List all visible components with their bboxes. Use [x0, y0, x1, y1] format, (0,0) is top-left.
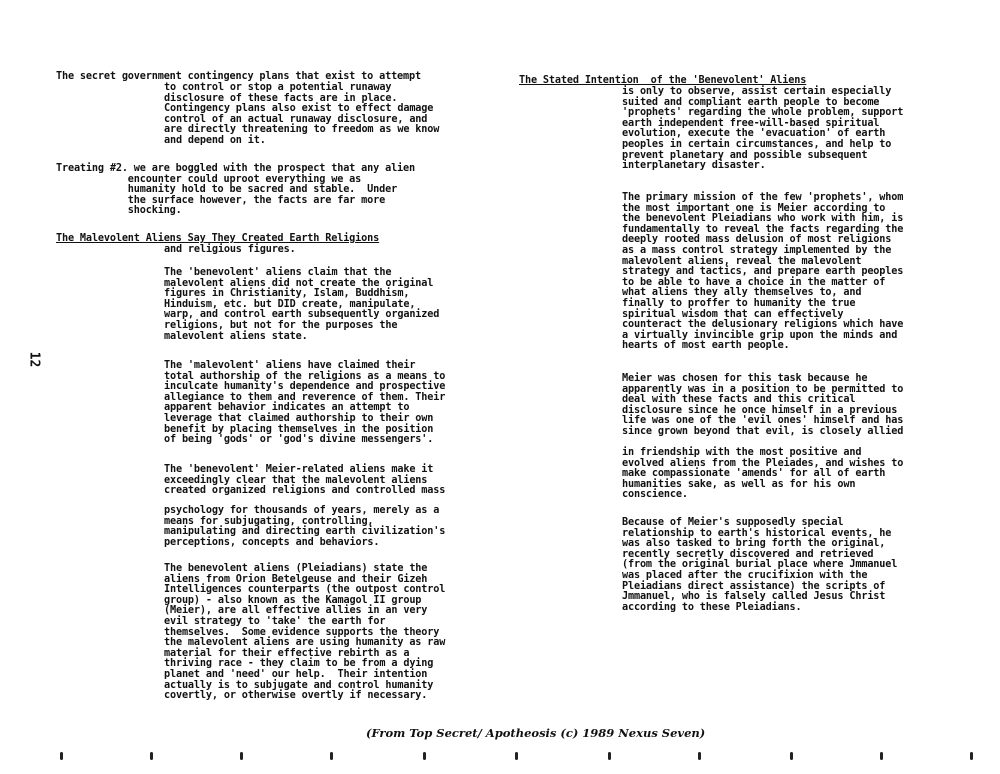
right-paragraph-1: is only to observe, assist certain especially suited and compliant earth people to become 'prophets' regarding the whole problem, support earth independent free-will-based spiritual evolution, execute the 'evacuation' of earth peoples in certain circumstances, and help to prevent planetary and possible subsequent interplanetary disaster. [622, 86, 904, 172]
left-paragraph-3: The 'benevolent' Meier-related aliens make it exceedingly clear that the malevolent aliens created organized religions and controlled mass [164, 464, 446, 497]
source-citation: (From Top Secret/ Apotheosis (c) 1989 Nexus Seven) [366, 726, 706, 740]
left-intro-body: to control or stop a potential runaway disclosure of these facts are in place. Contingency plans also exist to effect damage control of an actual runaway disclosure, and are directly threatening to freedom as we know and depend on it. [164, 82, 440, 146]
binding-mark [330, 752, 333, 760]
binding-mark [515, 752, 518, 760]
right-paragraph-4: Because of Meier's supposedly special relationship to earth's historical events, he was also tasked to bring forth the original, recently secretly discovered and retrieved (from the original burial place where Jmmanuel was placed after the crucifixion with the Pleiadians direct assistance) the scripts of Jmmanuel, who is falsely called Jesus Christ according to these Pleiadians. [622, 517, 898, 613]
right-section-heading: The Stated Intention of the 'Benevolent' Aliens [519, 75, 807, 86]
binding-mark [423, 752, 426, 760]
page-number: 12 [26, 351, 42, 368]
right-paragraph-3: Meier was chosen for this task because he apparently was in a position to be permitted to deal with these facts and this critical disclosure since he once himself in a previous life was one of the 'evil ones' himself and has since grown beyond that evil, is closely allied [622, 373, 904, 437]
left-section-heading: The Malevolent Aliens Say They Created Earth Religions [56, 233, 380, 244]
right-paragraph-3-continued: in friendship with the most positive and evolved aliens from the Pleiades, and wishes to make compassionate 'amends' for all of earth humanities sake, as well as for his own conscience. [622, 447, 904, 501]
left-paragraph-1: The 'benevolent' aliens claim that the malevolent aliens did not create the original figures in Christianity, Islam, Buddhism, Hinduism, etc. but DID create, manipulate, warp, and control earth subsequently organized religions, but not for the purposes the malevolent aliens state. [164, 267, 440, 342]
binding-mark [608, 752, 611, 760]
binding-mark [240, 752, 243, 760]
left-intro-line: The secret government contingency plans that exist to attempt [56, 71, 421, 82]
binding-mark [150, 752, 153, 760]
binding-mark [790, 752, 793, 760]
left-paragraph-4: The benevolent aliens (Pleiadians) state the aliens from Orion Betelgeuse and their Gizeh Intelligences counterparts (the outpost control group) - also known as the Kamagol II group (Meier), are all effective allies in an very evil strategy to 'take' the earth for themselves. Some evidence supports the theory the malevolent aliens are using humanity as raw material for their effective rebirth as a thriving race - they claim to be from a dying planet and 'need' our help. Their intention actually is to subjugate and control humanity covertly, or otherwise overtly if necessary. [164, 563, 446, 702]
left-paragraph-2: The 'malevolent' aliens have claimed their total authorship of the religions as a means to inculcate humanity's dependence and prospective allegiance to them and reverence of them. Their apparent behavior indicates an attempt to leverage that claimed authorship to their own benefit by placing themselves in the position of being 'gods' or 'god's divine messengers'. [164, 360, 446, 446]
left-paragraph-3-continued: psychology for thousands of years, merely as a means for subjugating, controlling, manipulating and directing earth civilization's perceptions, concepts and behaviors. [164, 505, 446, 548]
right-paragraph-2: The primary mission of the few 'prophets', whom the most important one is Meier according to the benevolent Pleiadians who work with him, is fundamentally to reveal the facts regarding the deeply rooted mass delusion of most religions as a mass control strategy implemented by the malevolent aliens, reveal the malevolent strategy and tactics, and prepare earth peoples to be able to have a choice in the matter of what aliens they ally themselves to, and finally to proffer to humanity the true spiritual wisdom that can effectively counteract the delusionary religions which have a virtually invincible grip upon the minds and hearts of most earth people. [622, 192, 904, 352]
left-treating-paragraph: Treating #2. we are boggled with the prospect that any alien encounter could uproot everything we as humanity hold to be sacred and stable. Under the surface however, the facts are far more shocking. [56, 163, 416, 217]
binding-mark [60, 752, 63, 760]
left-heading-continuation: and religious figures. [164, 244, 296, 255]
binding-mark [698, 752, 701, 760]
binding-mark [880, 752, 883, 760]
binding-mark [970, 752, 973, 760]
